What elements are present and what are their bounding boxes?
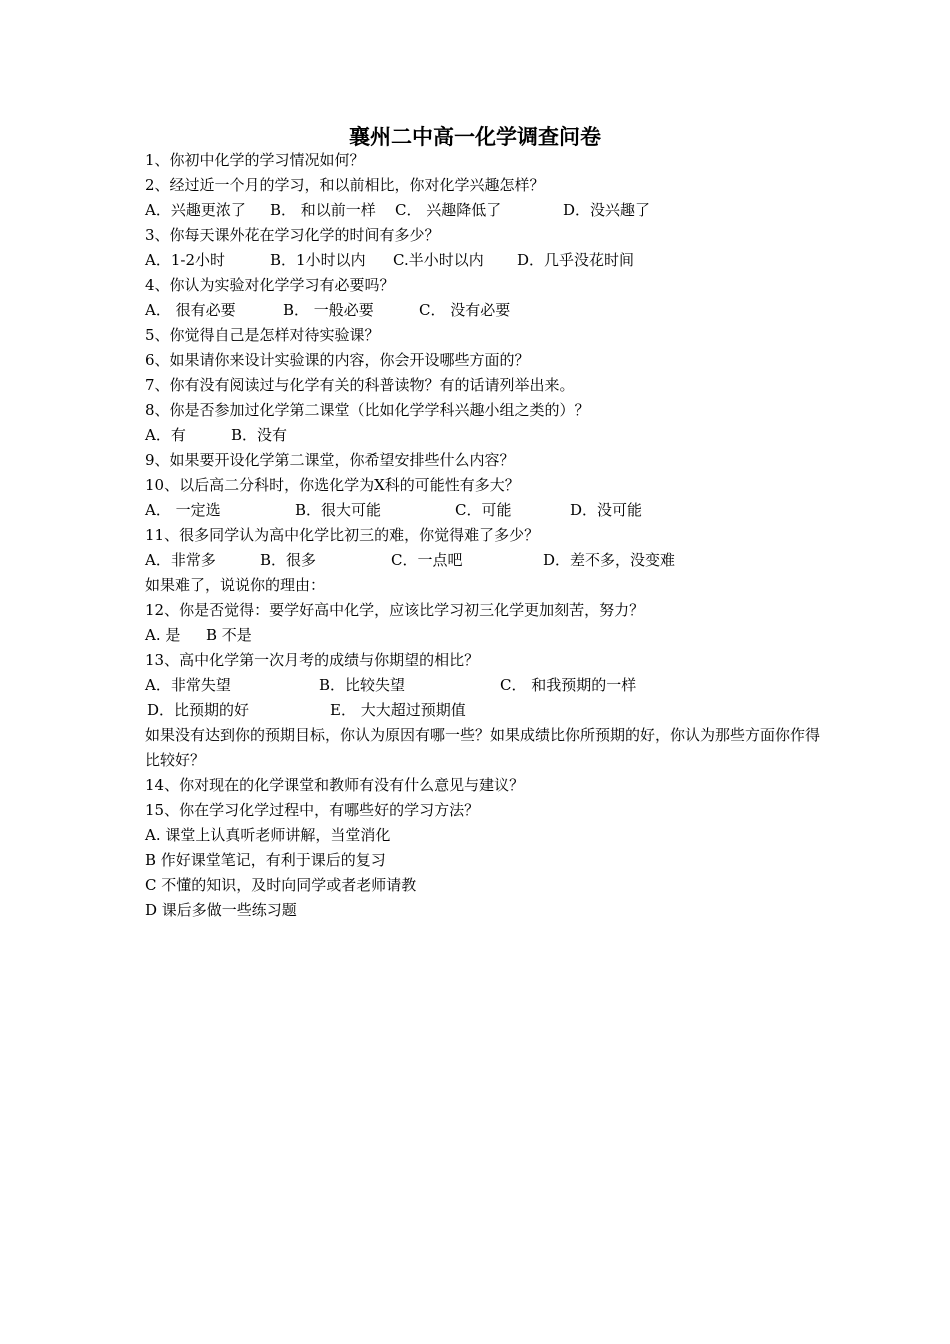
option-c: C．可能 [455,501,512,519]
question-13: 13、高中化学第一次月考的成绩与你期望的相比？ [145,651,480,669]
question-15-option-b: B 作好课堂笔记，有利于课后的复习 [145,851,386,869]
question-5: 5、你觉得自己是怎样对待实验课？ [145,326,380,344]
question-8-options [145,423,825,448]
option-a: A．1-2小时 [145,251,225,269]
option-b: B．比较失望 [319,676,406,694]
question-11-options [145,548,825,573]
question-6: 6、如果请你来设计实验课的内容，你会开设哪些方面的？ [145,351,530,369]
question-7: 7、你有没有阅读过与化学有关的科普读物？有的话请列举出来。 [145,376,575,394]
question-13-options-row1 [145,673,825,698]
question-3: 3、你每天课外花在学习化学的时间有多少？ [145,226,440,244]
question-13-options-row2 [145,698,825,723]
question-15-option-c: C 不懂的知识，及时向同学或者老师请教 [145,876,417,894]
option-a: A．非常失望 [145,676,231,694]
question-9: 9、如果要开设化学第二课堂，你希望安排些什么内容？ [145,451,515,469]
option-b: B 不是 [206,626,252,644]
option-c: C． 兴趣降低了 [395,201,502,219]
option-d: D．没可能 [570,501,643,519]
option-c: C．一点吧 [391,551,463,569]
option-e: E． 大大超过预期值 [330,701,466,719]
question-4: 4、你认为实验对化学学习有必要吗？ [145,276,395,294]
option-b: B． 一般必要 [283,301,374,319]
option-a: A．兴趣更浓了 [145,201,246,219]
option-b: B．没有 [231,426,288,444]
option-a: A． 很有必要 [145,301,236,319]
option-c: C． 没有必要 [419,301,511,319]
option-c: C． 和我预期的一样 [500,676,637,694]
option-b: B． 和以前一样 [270,201,376,219]
question-14: 14、你对现在的化学课堂和教师有没有什么意见与建议？ [145,776,525,794]
question-2: 2、经过近一个月的学习，和以前相比，你对化学兴趣怎样？ [145,176,545,194]
option-a: A．非常多 [145,551,216,569]
option-a: A. 是 [145,626,181,644]
question-12: 12、你是否觉得：要学好高中化学，应该比学习初三化学更加刻苦，努力？ [145,601,645,619]
option-d: D．差不多，没变难 [543,551,676,569]
question-1: 1、你初中化学的学习情况如何？ [145,151,365,169]
questionnaire-body [145,148,825,923]
option-a: A．有 [145,426,186,444]
option-d: D．比预期的好 [147,701,250,719]
option-c: C.半小时以内 [393,251,484,269]
page-title: 襄州二中高一化学调查问卷 [349,124,601,149]
question-12-options [145,623,825,648]
question-15-option-d: D 课后多做一些练习题 [145,901,297,919]
question-4-options [145,298,825,323]
option-d: D．没兴趣了 [563,201,651,219]
option-d: D．几乎没花时间 [517,251,635,269]
option-a: A． 一定选 [145,501,221,519]
question-11-followup: 如果难了，说说你的理由： [145,576,326,594]
question-2-options [145,198,825,223]
question-15: 15、你在学习化学过程中，有哪些好的学习方法？ [145,801,480,819]
question-15-option-a: A. 课堂上认真听老师讲解，当堂消化 [145,826,391,844]
option-b: B．很多 [260,551,317,569]
question-11: 11、很多同学认为高中化学比初三的难，你觉得难了多少？ [145,526,540,544]
question-3-options [145,248,825,273]
option-b: B．1小时以内 [270,251,366,269]
question-8: 8、你是否参加过化学第二课堂（比如化学学科兴趣小组之类的）？ [145,401,590,419]
option-b: B．很大可能 [295,501,382,519]
question-13-followup: 如果没有达到你的预期目标，你认为原因有哪一些？如果成绩比你所预期的好，你认为那些方面你作得比较好？ [145,726,821,769]
question-10: 10、以后高二分科时，你选化学为X科的可能性有多大？ [145,476,520,494]
question-10-options [145,498,825,523]
